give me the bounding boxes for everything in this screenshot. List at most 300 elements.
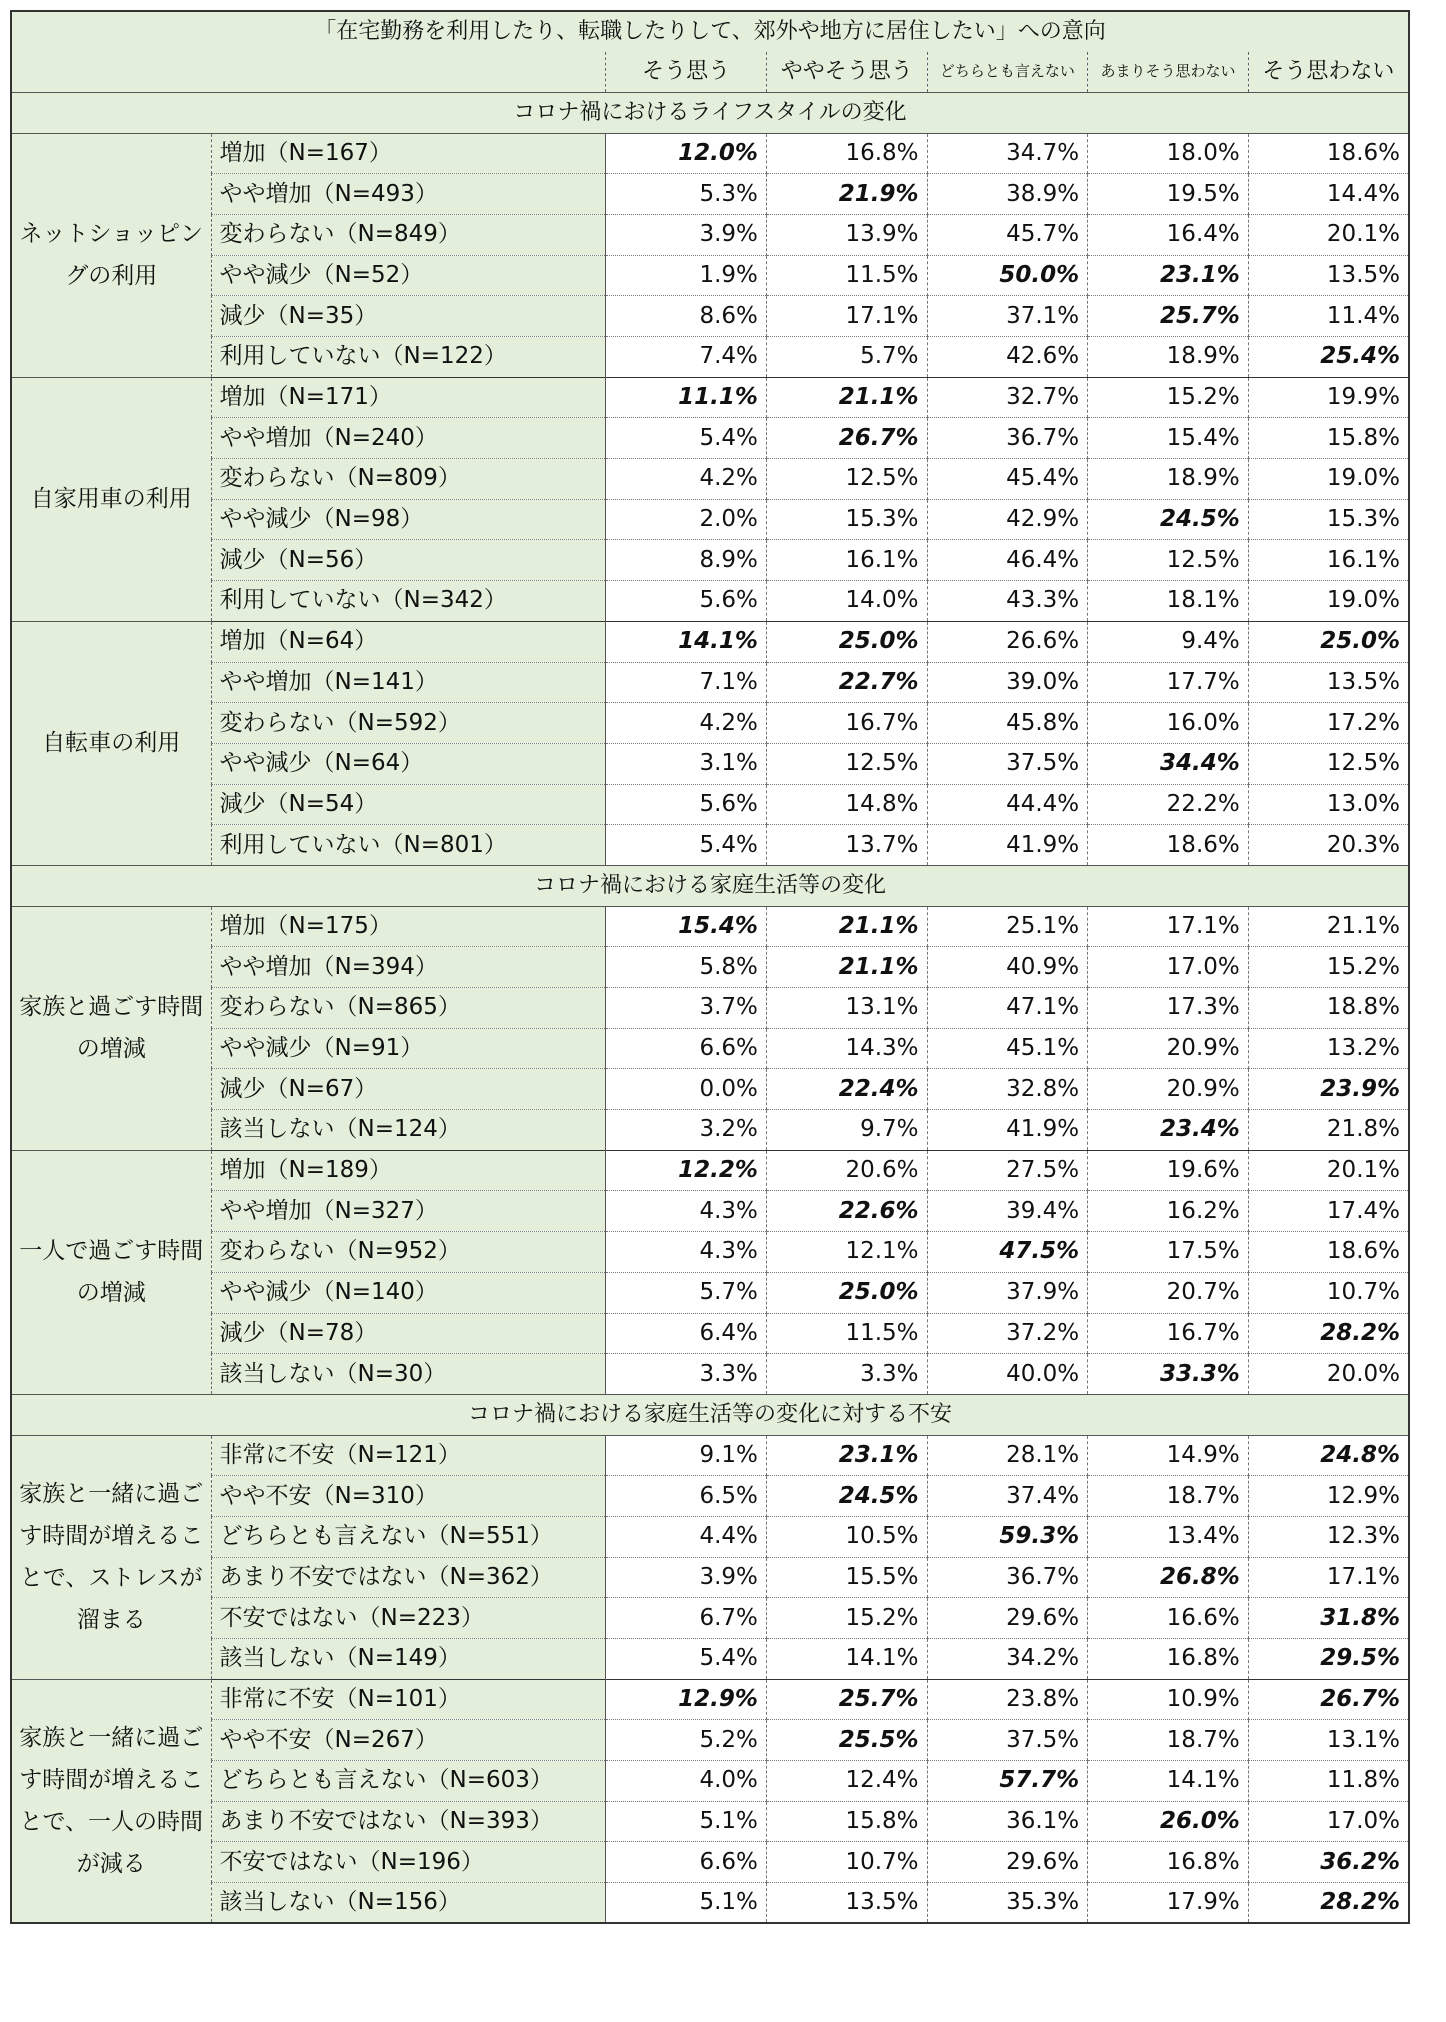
value-cell: 23.9% (1248, 1069, 1409, 1110)
column-header-neutral: どちらとも言えない (927, 52, 1088, 93)
table-row (11, 1761, 1409, 1802)
value-cell: 36.2% (1248, 1842, 1409, 1883)
row-label: やや減少（N=98） (211, 499, 606, 540)
value-cell: 12.9% (1248, 1476, 1409, 1517)
table-body (11, 11, 1409, 1923)
section-row (11, 92, 1409, 133)
value-cell: 57.7% (927, 1761, 1088, 1802)
value-cell: 34.4% (1088, 743, 1249, 784)
value-cell: 41.9% (927, 825, 1088, 866)
value-cell: 17.1% (1088, 906, 1249, 947)
table-row (11, 296, 1409, 337)
value-cell: 43.3% (927, 581, 1088, 622)
value-cell: 6.4% (606, 1313, 767, 1354)
row-label: やや増加（N=141） (211, 662, 606, 703)
value-cell: 22.2% (1088, 784, 1249, 825)
row-label: やや不安（N=310） (211, 1476, 606, 1517)
value-cell: 16.4% (1088, 214, 1249, 255)
table-row (11, 418, 1409, 459)
value-cell: 15.2% (1248, 947, 1409, 988)
value-cell: 10.5% (766, 1516, 927, 1557)
value-cell: 36.1% (927, 1801, 1088, 1842)
value-cell: 21.1% (766, 906, 927, 947)
value-cell: 17.0% (1248, 1801, 1409, 1842)
table-row (11, 1557, 1409, 1598)
value-cell: 22.7% (766, 662, 927, 703)
value-cell: 9.7% (766, 1110, 927, 1151)
column-header-agree: そう思う (606, 52, 767, 93)
value-cell: 17.5% (1088, 1232, 1249, 1273)
value-cell: 18.8% (1248, 988, 1409, 1029)
value-cell: 14.9% (1088, 1435, 1249, 1476)
value-cell: 16.6% (1088, 1598, 1249, 1639)
value-cell: 5.7% (606, 1272, 767, 1313)
value-cell: 20.1% (1248, 1150, 1409, 1191)
table-row (11, 1679, 1409, 1720)
row-label: 増加（N=175） (211, 906, 606, 947)
title-row (11, 11, 1409, 52)
row-label: 非常に不安（N=101） (211, 1679, 606, 1720)
value-cell: 23.4% (1088, 1110, 1249, 1151)
value-cell: 18.7% (1088, 1720, 1249, 1761)
value-cell: 28.2% (1248, 1883, 1409, 1924)
row-label: 非常に不安（N=121） (211, 1435, 606, 1476)
section-title: コロナ禍におけるライフスタイルの変化 (11, 92, 1409, 133)
value-cell: 24.5% (1088, 499, 1249, 540)
table-row (11, 133, 1409, 174)
value-cell: 25.0% (766, 1272, 927, 1313)
value-cell: 16.8% (1088, 1639, 1249, 1680)
value-cell: 31.8% (1248, 1598, 1409, 1639)
table-row (11, 1150, 1409, 1191)
value-cell: 8.9% (606, 540, 767, 581)
value-cell: 25.7% (1088, 296, 1249, 337)
value-cell: 42.6% (927, 337, 1088, 378)
value-cell: 21.9% (766, 174, 927, 215)
value-cell: 13.4% (1088, 1516, 1249, 1557)
value-cell: 15.3% (1248, 499, 1409, 540)
value-cell: 13.2% (1248, 1028, 1409, 1069)
value-cell: 24.8% (1248, 1435, 1409, 1476)
value-cell: 5.3% (606, 174, 767, 215)
value-cell: 14.1% (1088, 1761, 1249, 1802)
value-cell: 12.5% (1088, 540, 1249, 581)
table-row (11, 581, 1409, 622)
row-label: 該当しない（N=156） (211, 1883, 606, 1924)
value-cell: 3.3% (766, 1354, 927, 1395)
value-cell: 17.1% (1248, 1557, 1409, 1598)
table-row (11, 1069, 1409, 1110)
row-label: 不安ではない（N=223） (211, 1598, 606, 1639)
row-label: 増加（N=189） (211, 1150, 606, 1191)
value-cell: 33.3% (1088, 1354, 1249, 1395)
value-cell: 28.2% (1248, 1313, 1409, 1354)
table-row (11, 499, 1409, 540)
value-cell: 24.5% (766, 1476, 927, 1517)
row-label: やや減少（N=91） (211, 1028, 606, 1069)
value-cell: 12.9% (606, 1679, 767, 1720)
value-cell: 47.1% (927, 988, 1088, 1029)
value-cell: 4.3% (606, 1232, 767, 1273)
value-cell: 13.9% (766, 214, 927, 255)
value-cell: 21.1% (766, 947, 927, 988)
table-row (11, 1110, 1409, 1151)
value-cell: 46.4% (927, 540, 1088, 581)
value-cell: 3.7% (606, 988, 767, 1029)
value-cell: 15.3% (766, 499, 927, 540)
value-cell: 4.2% (606, 459, 767, 500)
value-cell: 37.4% (927, 1476, 1088, 1517)
row-label: 該当しない（N=30） (211, 1354, 606, 1395)
value-cell: 20.9% (1088, 1069, 1249, 1110)
table-row (11, 1435, 1409, 1476)
value-cell: 9.4% (1088, 621, 1249, 662)
value-cell: 12.5% (766, 459, 927, 500)
value-cell: 28.1% (927, 1435, 1088, 1476)
value-cell: 41.9% (927, 1110, 1088, 1151)
value-cell: 14.0% (766, 581, 927, 622)
value-cell: 26.7% (766, 418, 927, 459)
section-title: コロナ禍における家庭生活等の変化 (11, 865, 1409, 906)
table-row (11, 1639, 1409, 1680)
table-row (11, 377, 1409, 418)
value-cell: 5.7% (766, 337, 927, 378)
row-label: 利用していない（N=801） (211, 825, 606, 866)
value-cell: 45.7% (927, 214, 1088, 255)
value-cell: 12.3% (1248, 1516, 1409, 1557)
table-row (11, 825, 1409, 866)
value-cell: 10.7% (766, 1842, 927, 1883)
value-cell: 15.2% (766, 1598, 927, 1639)
value-cell: 37.9% (927, 1272, 1088, 1313)
row-label: やや減少（N=52） (211, 255, 606, 296)
table-row (11, 1598, 1409, 1639)
row-label: 減少（N=67） (211, 1069, 606, 1110)
value-cell: 18.0% (1088, 133, 1249, 174)
value-cell: 19.6% (1088, 1150, 1249, 1191)
value-cell: 8.6% (606, 296, 767, 337)
value-cell: 11.4% (1248, 296, 1409, 337)
value-cell: 23.8% (927, 1679, 1088, 1720)
category-label: ネットショッピングの利用 (11, 133, 211, 377)
row-label: あまり不安ではない（N=362） (211, 1557, 606, 1598)
table-row (11, 214, 1409, 255)
value-cell: 39.0% (927, 662, 1088, 703)
table-row (11, 906, 1409, 947)
value-cell: 16.7% (766, 703, 927, 744)
table-row (11, 1191, 1409, 1232)
row-label: やや増加（N=327） (211, 1191, 606, 1232)
value-cell: 12.5% (766, 743, 927, 784)
value-cell: 5.4% (606, 1639, 767, 1680)
row-label: どちらとも言えない（N=551） (211, 1516, 606, 1557)
value-cell: 3.1% (606, 743, 767, 784)
value-cell: 35.3% (927, 1883, 1088, 1924)
value-cell: 13.5% (1248, 255, 1409, 296)
value-cell: 25.7% (766, 1679, 927, 1720)
value-cell: 26.0% (1088, 1801, 1249, 1842)
value-cell: 3.9% (606, 1557, 767, 1598)
value-cell: 42.9% (927, 499, 1088, 540)
category-label: 家族と過ごす時間の増減 (11, 906, 211, 1150)
value-cell: 20.6% (766, 1150, 927, 1191)
value-cell: 45.8% (927, 703, 1088, 744)
value-cell: 11.8% (1248, 1761, 1409, 1802)
value-cell: 17.7% (1088, 662, 1249, 703)
value-cell: 0.0% (606, 1069, 767, 1110)
value-cell: 27.5% (927, 1150, 1088, 1191)
value-cell: 17.1% (766, 296, 927, 337)
value-cell: 14.4% (1248, 174, 1409, 215)
value-cell: 40.0% (927, 1354, 1088, 1395)
value-cell: 5.4% (606, 825, 767, 866)
row-label: 変わらない（N=592） (211, 703, 606, 744)
value-cell: 15.5% (766, 1557, 927, 1598)
category-label: 一人で過ごす時間の増減 (11, 1150, 211, 1394)
row-label: どちらとも言えない（N=603） (211, 1761, 606, 1802)
value-cell: 19.0% (1248, 581, 1409, 622)
value-cell: 18.9% (1088, 337, 1249, 378)
row-label: 利用していない（N=342） (211, 581, 606, 622)
value-cell: 29.6% (927, 1842, 1088, 1883)
value-cell: 22.6% (766, 1191, 927, 1232)
value-cell: 17.2% (1248, 703, 1409, 744)
value-cell: 11.5% (766, 255, 927, 296)
value-cell: 13.5% (1248, 662, 1409, 703)
value-cell: 13.7% (766, 825, 927, 866)
value-cell: 3.2% (606, 1110, 767, 1151)
value-cell: 20.9% (1088, 1028, 1249, 1069)
value-cell: 16.0% (1088, 703, 1249, 744)
row-label: 該当しない（N=149） (211, 1639, 606, 1680)
value-cell: 5.1% (606, 1883, 767, 1924)
value-cell: 15.2% (1088, 377, 1249, 418)
value-cell: 32.8% (927, 1069, 1088, 1110)
value-cell: 1.9% (606, 255, 767, 296)
value-cell: 2.0% (606, 499, 767, 540)
value-cell: 25.1% (927, 906, 1088, 947)
table-row (11, 662, 1409, 703)
row-label: やや増加（N=493） (211, 174, 606, 215)
table-row (11, 1720, 1409, 1761)
header-blank (11, 52, 606, 93)
value-cell: 16.2% (1088, 1191, 1249, 1232)
value-cell: 14.1% (766, 1639, 927, 1680)
row-label: やや不安（N=267） (211, 1720, 606, 1761)
value-cell: 26.6% (927, 621, 1088, 662)
table-row (11, 1883, 1409, 1924)
value-cell: 7.1% (606, 662, 767, 703)
row-label: 減少（N=54） (211, 784, 606, 825)
row-label: 変わらない（N=865） (211, 988, 606, 1029)
row-label: 変わらない（N=849） (211, 214, 606, 255)
value-cell: 15.4% (1088, 418, 1249, 459)
table-row (11, 337, 1409, 378)
row-label: やや減少（N=64） (211, 743, 606, 784)
value-cell: 18.9% (1088, 459, 1249, 500)
survey-table (10, 10, 1410, 1924)
value-cell: 10.7% (1248, 1272, 1409, 1313)
row-label: 減少（N=78） (211, 1313, 606, 1354)
column-header-somewhat-agree: ややそう思う (766, 52, 927, 93)
value-cell: 15.8% (766, 1801, 927, 1842)
value-cell: 18.6% (1248, 1232, 1409, 1273)
value-cell: 22.4% (766, 1069, 927, 1110)
value-cell: 21.8% (1248, 1110, 1409, 1151)
value-cell: 45.1% (927, 1028, 1088, 1069)
value-cell: 16.7% (1088, 1313, 1249, 1354)
table-row (11, 459, 1409, 500)
table-row (11, 1313, 1409, 1354)
value-cell: 9.1% (606, 1435, 767, 1476)
table-row (11, 703, 1409, 744)
row-label: 変わらない（N=952） (211, 1232, 606, 1273)
row-label: 変わらない（N=809） (211, 459, 606, 500)
table-row (11, 1801, 1409, 1842)
column-header-somewhat-disagree: あまりそう思わない (1088, 52, 1249, 93)
value-cell: 40.9% (927, 947, 1088, 988)
row-label: 減少（N=35） (211, 296, 606, 337)
column-header-row (11, 52, 1409, 93)
value-cell: 19.9% (1248, 377, 1409, 418)
value-cell: 39.4% (927, 1191, 1088, 1232)
value-cell: 5.6% (606, 581, 767, 622)
table-row (11, 174, 1409, 215)
value-cell: 23.1% (766, 1435, 927, 1476)
value-cell: 5.4% (606, 418, 767, 459)
value-cell: 19.5% (1088, 174, 1249, 215)
value-cell: 13.0% (1248, 784, 1409, 825)
row-label: 該当しない（N=124） (211, 1110, 606, 1151)
value-cell: 47.5% (927, 1232, 1088, 1273)
value-cell: 15.4% (606, 906, 767, 947)
table-row (11, 1272, 1409, 1313)
row-label: 増加（N=167） (211, 133, 606, 174)
value-cell: 38.9% (927, 174, 1088, 215)
value-cell: 3.9% (606, 214, 767, 255)
value-cell: 12.4% (766, 1761, 927, 1802)
value-cell: 17.3% (1088, 988, 1249, 1029)
value-cell: 5.2% (606, 1720, 767, 1761)
value-cell: 4.2% (606, 703, 767, 744)
value-cell: 45.4% (927, 459, 1088, 500)
value-cell: 18.1% (1088, 581, 1249, 622)
category-label: 家族と一緒に過ごす時間が増えることで、ストレスが溜まる (11, 1435, 211, 1679)
value-cell: 37.2% (927, 1313, 1088, 1354)
section-row (11, 865, 1409, 906)
value-cell: 36.7% (927, 1557, 1088, 1598)
value-cell: 6.7% (606, 1598, 767, 1639)
value-cell: 12.2% (606, 1150, 767, 1191)
value-cell: 37.5% (927, 1720, 1088, 1761)
value-cell: 18.6% (1248, 133, 1409, 174)
value-cell: 29.6% (927, 1598, 1088, 1639)
row-label: あまり不安ではない（N=393） (211, 1801, 606, 1842)
value-cell: 18.6% (1088, 825, 1249, 866)
value-cell: 25.5% (766, 1720, 927, 1761)
value-cell: 6.6% (606, 1028, 767, 1069)
value-cell: 25.0% (766, 621, 927, 662)
value-cell: 25.0% (1248, 621, 1409, 662)
value-cell: 5.6% (606, 784, 767, 825)
table-row (11, 1028, 1409, 1069)
value-cell: 17.0% (1088, 947, 1249, 988)
value-cell: 10.9% (1088, 1679, 1249, 1720)
value-cell: 7.4% (606, 337, 767, 378)
table-row (11, 1354, 1409, 1395)
value-cell: 37.1% (927, 296, 1088, 337)
value-cell: 34.2% (927, 1639, 1088, 1680)
category-label: 自家用車の利用 (11, 377, 211, 621)
value-cell: 11.1% (606, 377, 767, 418)
value-cell: 11.5% (766, 1313, 927, 1354)
value-cell: 4.0% (606, 1761, 767, 1802)
table-row (11, 1476, 1409, 1517)
value-cell: 17.4% (1248, 1191, 1409, 1232)
value-cell: 12.5% (1248, 743, 1409, 784)
table-row (11, 255, 1409, 296)
value-cell: 36.7% (927, 418, 1088, 459)
value-cell: 25.4% (1248, 337, 1409, 378)
value-cell: 14.3% (766, 1028, 927, 1069)
value-cell: 4.3% (606, 1191, 767, 1232)
value-cell: 20.0% (1248, 1354, 1409, 1395)
value-cell: 18.7% (1088, 1476, 1249, 1517)
value-cell: 4.4% (606, 1516, 767, 1557)
row-label: 増加（N=64） (211, 621, 606, 662)
value-cell: 37.5% (927, 743, 1088, 784)
table-row (11, 1842, 1409, 1883)
section-row (11, 1394, 1409, 1435)
value-cell: 21.1% (766, 377, 927, 418)
value-cell: 5.1% (606, 1801, 767, 1842)
value-cell: 16.8% (1088, 1842, 1249, 1883)
table-row (11, 947, 1409, 988)
value-cell: 16.1% (1248, 540, 1409, 581)
section-title: コロナ禍における家庭生活等の変化に対する不安 (11, 1394, 1409, 1435)
row-label: 減少（N=56） (211, 540, 606, 581)
value-cell: 6.5% (606, 1476, 767, 1517)
value-cell: 21.1% (1248, 906, 1409, 947)
row-label: 利用していない（N=122） (211, 337, 606, 378)
value-cell: 16.1% (766, 540, 927, 581)
value-cell: 14.1% (606, 621, 767, 662)
value-cell: 12.0% (606, 133, 767, 174)
row-label: やや減少（N=140） (211, 1272, 606, 1313)
value-cell: 16.8% (766, 133, 927, 174)
category-label: 家族と一緒に過ごす時間が増えることで、一人の時間が減る (11, 1679, 211, 1923)
value-cell: 19.0% (1248, 459, 1409, 500)
table-row (11, 621, 1409, 662)
table-row (11, 1516, 1409, 1557)
value-cell: 13.1% (766, 988, 927, 1029)
row-label: 不安ではない（N=196） (211, 1842, 606, 1883)
row-label: 増加（N=171） (211, 377, 606, 418)
value-cell: 29.5% (1248, 1639, 1409, 1680)
value-cell: 3.3% (606, 1354, 767, 1395)
table-row (11, 784, 1409, 825)
value-cell: 26.7% (1248, 1679, 1409, 1720)
value-cell: 26.8% (1088, 1557, 1249, 1598)
table-row (11, 743, 1409, 784)
table-row (11, 988, 1409, 1029)
value-cell: 12.1% (766, 1232, 927, 1273)
row-label: やや増加（N=240） (211, 418, 606, 459)
value-cell: 20.3% (1248, 825, 1409, 866)
value-cell: 14.8% (766, 784, 927, 825)
column-header-disagree: そう思わない (1248, 52, 1409, 93)
value-cell: 50.0% (927, 255, 1088, 296)
